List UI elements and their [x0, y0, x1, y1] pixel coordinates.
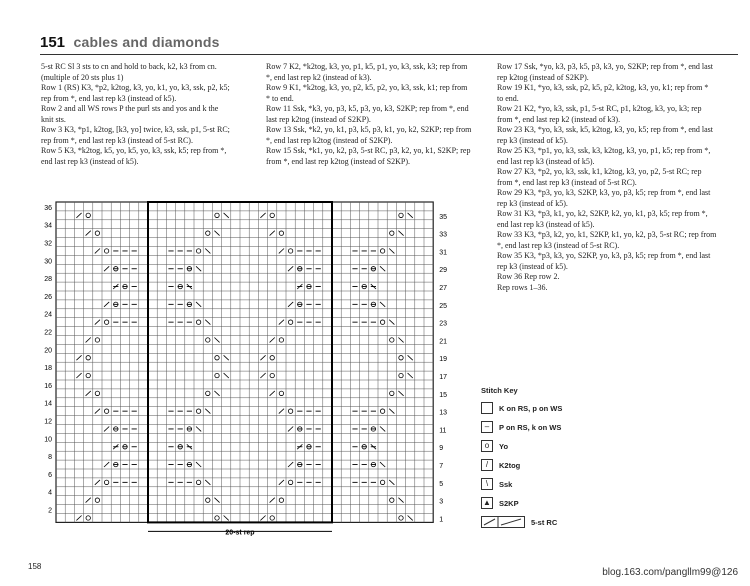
pattern-number: 151: [40, 34, 66, 51]
row-label-right: 5: [439, 480, 444, 488]
instruction-line: Row 33 K3, *p3, k2, yo, k1, S2KP, k1, yo, k2, p3, 5-st RC; rep from: [497, 230, 717, 239]
row-label-right: 35: [439, 213, 447, 221]
instruction-line: rep from *, end last rep k3 (instead of 5-st RC).: [41, 135, 193, 145]
row-label-right: 23: [439, 320, 447, 328]
folio: 158: [28, 562, 42, 571]
instruction-line: Row 7 K2, *k2tog, k3, yo, p1, k5, p1, yo, k3, ssk, k3; rep from: [266, 62, 468, 71]
header-rule: [40, 54, 738, 55]
row-label-left: 36: [44, 204, 52, 212]
instruction-line: Row 9 K1, *k2tog, k3, yo, p2, k5, p2, yo, k3, ssk, k1; rep from: [266, 83, 468, 92]
row-label-right: 7: [439, 463, 444, 470]
row-label-right: 15: [439, 391, 447, 399]
instruction-line: rep k3 (instead of k5).: [497, 261, 568, 271]
row-label-left: 8: [48, 454, 52, 462]
stitch-symbol-icon: [481, 516, 525, 528]
stitch-symbol-icon: o: [481, 440, 493, 452]
instruction-line: (multiple of 20 sts plus 1): [41, 72, 124, 82]
instruction-line: Row 36 Rep row 2.: [497, 272, 560, 281]
row-label-left: 10: [44, 436, 52, 444]
page-header: [40, 34, 220, 52]
instruction-line: end last rep k3 (instead of k5).: [497, 156, 595, 166]
row-label-left: 30: [44, 258, 52, 266]
row-label-left: 2: [48, 507, 52, 515]
row-label-left: 12: [44, 418, 52, 426]
stitch-label: Yo: [499, 441, 509, 451]
instruction-line: Row 25 K3, *p1, yo, k3, ssk, k3, k2tog, k3, yo, p1, k5; rep from *,: [497, 146, 711, 155]
row-label-left: 34: [44, 222, 52, 230]
section-title: cables and diamonds: [73, 34, 220, 50]
stitch-label: K2tog: [499, 460, 521, 470]
instruction-line: Row 1 (RS) K3, *p2, k2tog, k3, yo, k1, yo, k3, ssk, p2, k5;: [41, 83, 230, 92]
instruction-line: from *, end last rep k2 (instead of k3).: [497, 114, 621, 124]
knitting-chart: [40, 196, 447, 546]
row-label-right: 9: [439, 445, 444, 453]
row-label-right: 21: [439, 338, 447, 346]
stitch-label: P on RS, k on WS: [499, 422, 562, 432]
instruction-line: Row 5 K3, *k2tog, k5, yo, k5, yo, k3, ssk, k5; rep from *,: [41, 146, 227, 155]
row-label-right: 1: [439, 516, 444, 524]
instruction-line: *, end last rep k2 (instead of k3).: [266, 72, 372, 82]
instruction-line: * to end.: [266, 93, 294, 103]
stitch-symbol-icon: –: [481, 421, 493, 433]
row-label-right: 27: [439, 285, 447, 292]
row-label-right: 11: [439, 427, 447, 435]
row-label-right: 25: [439, 302, 447, 310]
instruction-line: rep k3 (instead of k5).: [497, 198, 568, 208]
instruction-line: Row 11 Ssk, *k3, yo, p3, k5, p3, yo, k3, S2KP; rep from *, end: [266, 104, 469, 113]
instructions-col-1: [41, 62, 251, 167]
stitch-symbol-icon: /: [481, 459, 493, 471]
row-label-left: 6: [48, 471, 52, 479]
stitch-key-item: [481, 515, 562, 529]
stitch-label: Ssk: [499, 479, 513, 489]
row-label-left: 24: [44, 311, 52, 319]
instruction-line: *, end last rep k2tog (instead of S2KP).: [266, 135, 393, 145]
instruction-line: Row 31 K3, *p3, k1, yo, k2, S2KP, k2, yo, k1, p3, k5; rep from *,: [497, 209, 708, 218]
row-label-left: 16: [44, 382, 52, 390]
row-label-right: 13: [439, 409, 447, 417]
instruction-line: Row 21 K2, *yo, k3, ssk, p1, 5-st RC, p1, k2tog, k3, yo, k3; rep: [497, 104, 702, 113]
instruction-line: Row 17 Ssk, *yo, k3, p3, k5, p3, k3, yo, S2KP; rep from *, end last: [497, 62, 713, 71]
stitch-key-heading: Stitch Key: [481, 386, 518, 395]
row-label-right: 17: [439, 374, 447, 381]
instruction-line: Row 29 K3, *p3, yo, k3, S2KP, k3, yo, p3, k5; rep from *, end last: [497, 188, 711, 197]
stitch-key-item: [481, 439, 562, 453]
stitch-symbol-icon: [481, 402, 493, 414]
stitch-key: [481, 386, 562, 534]
stitch-key-item: [481, 477, 562, 491]
instruction-line: Rep rows 1–36.: [497, 282, 548, 292]
row-label-right: 3: [439, 498, 444, 506]
instruction-line: rep from *, end last rep k3 (instead of k5).: [41, 93, 177, 103]
instruction-line: from *, end last rep k2tog (instead of S2KP).: [266, 156, 410, 166]
instructions-col-2: [266, 62, 488, 167]
stitch-key-item: [481, 401, 562, 415]
instruction-line: end last rep k3 (instead of k5).: [41, 156, 139, 166]
row-label-left: 20: [44, 347, 52, 355]
row-label-left: 4: [48, 489, 52, 497]
instruction-line: Row 15 Ssk, *k1, yo, k2, p3, 5-st RC, p3, k2, yo, k1, S2KP; rep: [266, 146, 471, 155]
row-label-right: 31: [439, 249, 447, 257]
instruction-line: 5-st RC Sl 3 sts to cn and hold to back, k2, k3 from cn.: [41, 62, 217, 71]
watermark: blog.163.com/pangllm99@126: [602, 567, 738, 578]
instruction-line: Row 23 K3, *yo, k3, ssk, k5, k2tog, k3, yo, k5; rep from *, end last: [497, 125, 713, 134]
instruction-line: rep k2tog (instead of S2KP).: [497, 72, 589, 82]
stitch-key-item: [481, 458, 562, 472]
stitch-key-item: [481, 420, 562, 434]
row-label-left: 14: [44, 400, 52, 408]
row-label-left: 18: [44, 365, 52, 373]
instruction-line: Row 27 K3, *p2, yo, k3, ssk, k1, k2tog, k3, yo, p2, 5-st RC; rep: [497, 167, 702, 176]
instruction-line: from *, end last rep k3 (instead of 5-st RC).: [497, 177, 637, 187]
stitch-label: K on RS, p on WS: [499, 403, 563, 413]
instruction-line: last rep k2tog (instead of S2KP).: [266, 114, 371, 124]
repeat-label: 20-st rep: [225, 529, 255, 537]
row-label-right: 33: [439, 231, 447, 239]
stitch-symbol-icon: \: [481, 478, 493, 490]
instruction-line: knit sts.: [41, 114, 66, 124]
instruction-line: *, end last rep k3 (instead of 5-st RC).: [497, 240, 620, 250]
instruction-line: Row 2 and all WS rows P the purl sts and yos and k the: [41, 104, 219, 113]
row-label-right: 19: [439, 356, 447, 364]
stitch-symbol-icon: ▲: [481, 497, 493, 509]
instruction-line: Row 19 K1, *yo, k3, ssk, p2, k5, p2, k2tog, k3, yo, k1; rep from *: [497, 83, 709, 92]
instruction-line: Row 35 K3, *p3, k3, yo, S2KP, yo, k3, p3, k5; rep from *, end last: [497, 251, 711, 260]
stitch-label: 5-st RC: [531, 517, 558, 527]
row-label-left: 32: [44, 240, 52, 248]
row-label-right: 29: [439, 267, 447, 275]
instruction-line: to end.: [497, 93, 519, 103]
stitch-label: S2KP: [499, 498, 519, 508]
instructions-col-3: [497, 62, 727, 293]
row-label-left: 26: [44, 293, 52, 301]
instruction-line: Row 13 Ssk, *k2, yo, k1, p3, k5, p3, k1, yo, k2, S2KP; rep from: [266, 125, 472, 134]
instruction-line: rep k3 (instead of k5).: [497, 135, 568, 145]
instruction-line: Row 3 K3, *p1, k2tog, [k3, yo] twice, k3, ssk, p1, 5-st RC;: [41, 125, 230, 134]
instruction-line: end last rep k3 (instead of k5).: [497, 219, 595, 229]
stitch-key-item: [481, 496, 562, 510]
row-label-left: 28: [44, 276, 52, 284]
row-label-left: 22: [44, 329, 52, 337]
